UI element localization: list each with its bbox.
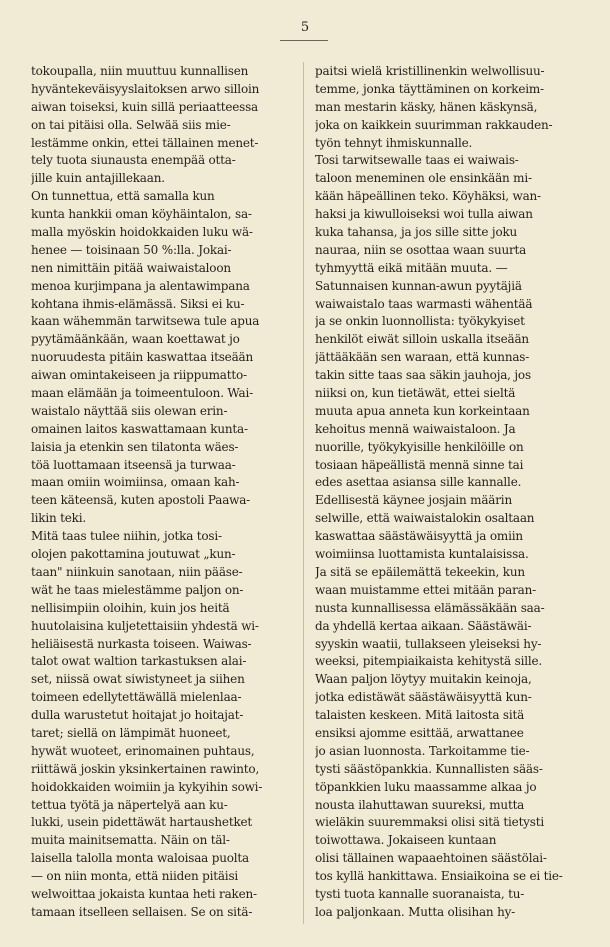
- text-line: huutolaisina kuljetettaisiin yhdestä wi-: [31, 618, 259, 633]
- text-line: kaan wähemmän tarwitsewa tule apua: [31, 314, 260, 329]
- text-line: töä luottamaan itseensä ja turwaa-: [31, 457, 236, 472]
- left-column: [31, 63, 295, 922]
- text-line: set, niissä owat siwistyneet ja siihen: [31, 672, 245, 687]
- text-line: menoa kurjimpana ja alentawimpana: [31, 278, 250, 293]
- text-line: kaswattaa säästäwäisyyttä ja omiin: [315, 529, 523, 544]
- text-line: henee — toisinaan 50 %:lla. Jokai-: [31, 242, 232, 257]
- text-line: heliäisestä nurkasta toiseen. Waiwas-: [31, 636, 252, 651]
- text-line: muuta apua anneta kun korkeintaan: [315, 403, 530, 418]
- text-line: kään häpeällinen teko. Köyhäksi, wan-: [315, 189, 541, 204]
- text-line: ensiksi ajomme esittää, arwattanee: [315, 725, 524, 740]
- text-line: selwille, että waiwaistalokin osaltaan: [315, 511, 535, 526]
- text-line: aiwan omintakeiseen ja riippumatto-: [31, 368, 247, 383]
- text-line: ja se onkin luonnollista: työkykyiset: [315, 314, 525, 329]
- text-line: waan muistamme ettei mitään paran-: [315, 582, 536, 597]
- text-line: pyytämäänkään, waan koettawat jo: [31, 332, 240, 347]
- text-line: niiksi on, kun tietäwät, ettei sieltä: [315, 386, 516, 401]
- text-line: kuka tahansa, ja jos sille sitte joku: [315, 225, 518, 240]
- text-line: Tosi tarwitsewalle taas ei waiwais-: [315, 153, 519, 168]
- column-divider: [303, 62, 304, 924]
- text-line: jotka edistäwät säästäwäisyyttä kun-: [315, 690, 532, 705]
- text-line: nusta kunnallisessa elämässäkään saa-: [315, 600, 545, 615]
- text-line: hywät wuoteet, erinomainen puhtaus,: [31, 743, 255, 758]
- text-line: tos kyllä hankittawa. Ensiaikoina se ei tie-: [315, 869, 563, 884]
- text-line: Mitä taas tulee niihin, jotka tosi-: [31, 529, 222, 544]
- text-line: tysti säästöpankkia. Kunnallisten sääs-: [315, 761, 543, 776]
- page-number: 5: [300, 20, 310, 35]
- right-column: [315, 63, 579, 922]
- text-line: da yhdellä kertaa aikaan. Säästäwäi-: [315, 618, 532, 633]
- text-line: olisi tällainen wapaaehtoinen säästölai-: [315, 851, 547, 866]
- text-line: Edellisestä käynee josjain määrin: [315, 493, 512, 508]
- text-line: Waan paljon löytyy muitakin keinoja,: [315, 672, 532, 687]
- text-line: Satunnaisen kunnan-awun pyytäjiä: [315, 278, 522, 293]
- text-line: teen käteensä, kuten apostoli Paawa-: [31, 493, 251, 508]
- text-line: töpankkien luku maassamme alkaa jo: [315, 779, 537, 794]
- text-line: on tai pitäisi olla. Selwää siis mie-: [31, 117, 231, 132]
- text-line: kohtana ihmis-elämässä. Siksi ei ku-: [31, 296, 245, 311]
- text-line: nuoruudesta pitäin kaswattaa itseään: [31, 350, 254, 365]
- text-line: welwoittaa jokaista kuntaa heti raken-: [31, 886, 257, 901]
- text-line: riittäwä joskin yksinkertainen rawinto,: [31, 761, 260, 776]
- text-line: omainen laitos kaswattamaan kunta-: [31, 421, 248, 436]
- text-line: waistalo näyttää siis olewan erin-: [31, 403, 228, 418]
- text-line: tamaan itselleen sellaisen. Se on sitä-: [31, 904, 253, 919]
- text-line: jättääkään sen waraan, että kunnas-: [315, 350, 530, 365]
- text-line: talot owat waltion tarkastuksen alai-: [31, 654, 247, 669]
- text-line: toiwottawa. Jokaiseen kuntaan: [315, 833, 497, 848]
- text-line: olojen pakottamina joutuwat „kun-: [31, 547, 236, 562]
- text-line: tyhmyyttä eikä mitään muuta. —: [315, 260, 508, 275]
- text-line: toimeen edellytettäwällä mielenlaa-: [31, 690, 242, 705]
- text-line: lestämme onkin, ettei tällainen menet-: [31, 135, 259, 150]
- text-line: taloon meneminen ole ensinkään mi-: [315, 171, 532, 186]
- text-line: nauraa, niin se osottaa waan suurta: [315, 242, 527, 257]
- text-line: nen nimittäin pitää waiwaistaloon: [31, 260, 231, 275]
- text-line: jo asian luonnosta. Tarkoitamme tie-: [315, 743, 530, 758]
- text-line: laisella talolla monta waloisaa puolta: [31, 851, 249, 866]
- text-line: maan elämään ja toimeentuloon. Wai-: [31, 386, 253, 401]
- text-line: aiwan toiseksi, kuin sillä periaatteessa: [31, 99, 259, 114]
- text-line: temme, jonka täyttäminen on korkeim-: [315, 81, 544, 96]
- text-line: dulla warustetut hoitajat jo hoitajat-: [31, 708, 244, 723]
- text-line: malla myöskin hoidokkaiden luku wä-: [31, 225, 253, 240]
- text-line: jille kuin antajillekaan.: [31, 171, 165, 186]
- text-line: muita mainitsematta. Näin on täl-: [31, 833, 230, 848]
- text-line: haksi ja kiwulloiseksi woi tulla aiwan: [315, 207, 533, 222]
- text-line: tokoupalla, niin muuttuu kunnallisen: [31, 64, 249, 78]
- text-line: weeksi, pitempiaikaista kehitystä sille.: [315, 654, 542, 669]
- text-line: henkilöt eiwät silloin uskalla itseään: [315, 332, 529, 347]
- text-line: talaisten keskeen. Mitä laitosta sitä: [315, 708, 525, 723]
- text-line: On tunnettua, että samalla kun: [31, 189, 215, 204]
- header-rule: [280, 40, 328, 41]
- text-line: taret; siellä on lämpimät huoneet,: [31, 725, 231, 740]
- text-line: tely tuota siunausta enempää otta-: [31, 153, 236, 168]
- text-line: woimiinsa luottamista kuntalaisissa.: [315, 547, 529, 562]
- text-line: edes asettaa asiansa sille kannalle.: [315, 475, 522, 490]
- text-line: kehoitus mennä waiwaistaloon. Ja: [315, 421, 516, 436]
- text-line: hoidokkaiden woimiin ja kykyihin sowi-: [31, 779, 263, 794]
- text-line: man mestarin käsky, hänen käskynsä,: [315, 99, 538, 114]
- text-line: työn tehnyt ihmiskunnalle.: [315, 135, 473, 150]
- text-line: wät he taas mielestämme paljon on-: [31, 582, 244, 597]
- text-line: paitsi wielä kristillinenkin welwollisuu-: [315, 64, 545, 78]
- text-line: maan omiin woimiinsa, omaan kah-: [31, 475, 240, 490]
- text-line: nellisimpiin oloihin, kuin jos heitä: [31, 600, 230, 615]
- text-line: nousta ilahuttawan suureksi, mutta: [315, 797, 525, 812]
- text-line: nuorille, työkykyisille henkilöille on: [315, 439, 524, 454]
- text-line: — on niin monta, että niiden pitäisi: [31, 869, 239, 884]
- text-line: tosiaan häpeällistä mennä sinne tai: [315, 457, 524, 472]
- text-line: joka on kaikkein suurimman rakkauden-: [315, 117, 553, 132]
- text-line: Ja sitä se epäilemättä tekeekin, kun: [315, 564, 525, 579]
- text-line: lukki, usein pidettäwät hartaushetket: [31, 815, 253, 830]
- text-line: loa paljonkaan. Mutta olisihan hy-: [315, 904, 516, 919]
- text-line: laisia ja etenkin sen tilatonta wäes-: [31, 439, 239, 454]
- text-line: tettua työtä ja näpertelyä aan ku-: [31, 797, 228, 812]
- text-line: tysti tuota kannalle suoranaista, tu-: [315, 886, 525, 901]
- text-line: syyskin waatii, tullakseen yleiseksi hy-: [315, 636, 542, 651]
- text-line: takin sitte taas saa säkin jauhoja, jos: [315, 368, 531, 383]
- text-line: wieläkin suuremmaksi olisi sitä tietysti: [315, 815, 544, 830]
- text-line: hyväntekeväisyyslaitoksen arwo silloin: [31, 81, 260, 96]
- text-line: taan" niinkuin sanotaan, niin pääse-: [31, 564, 243, 579]
- text-line: kunta hankkii oman köyhäintalon, sa-: [31, 207, 252, 222]
- text-line: likin teki.: [31, 511, 86, 526]
- text-line: waiwaistalo taas warmasti wähentää: [315, 296, 533, 311]
